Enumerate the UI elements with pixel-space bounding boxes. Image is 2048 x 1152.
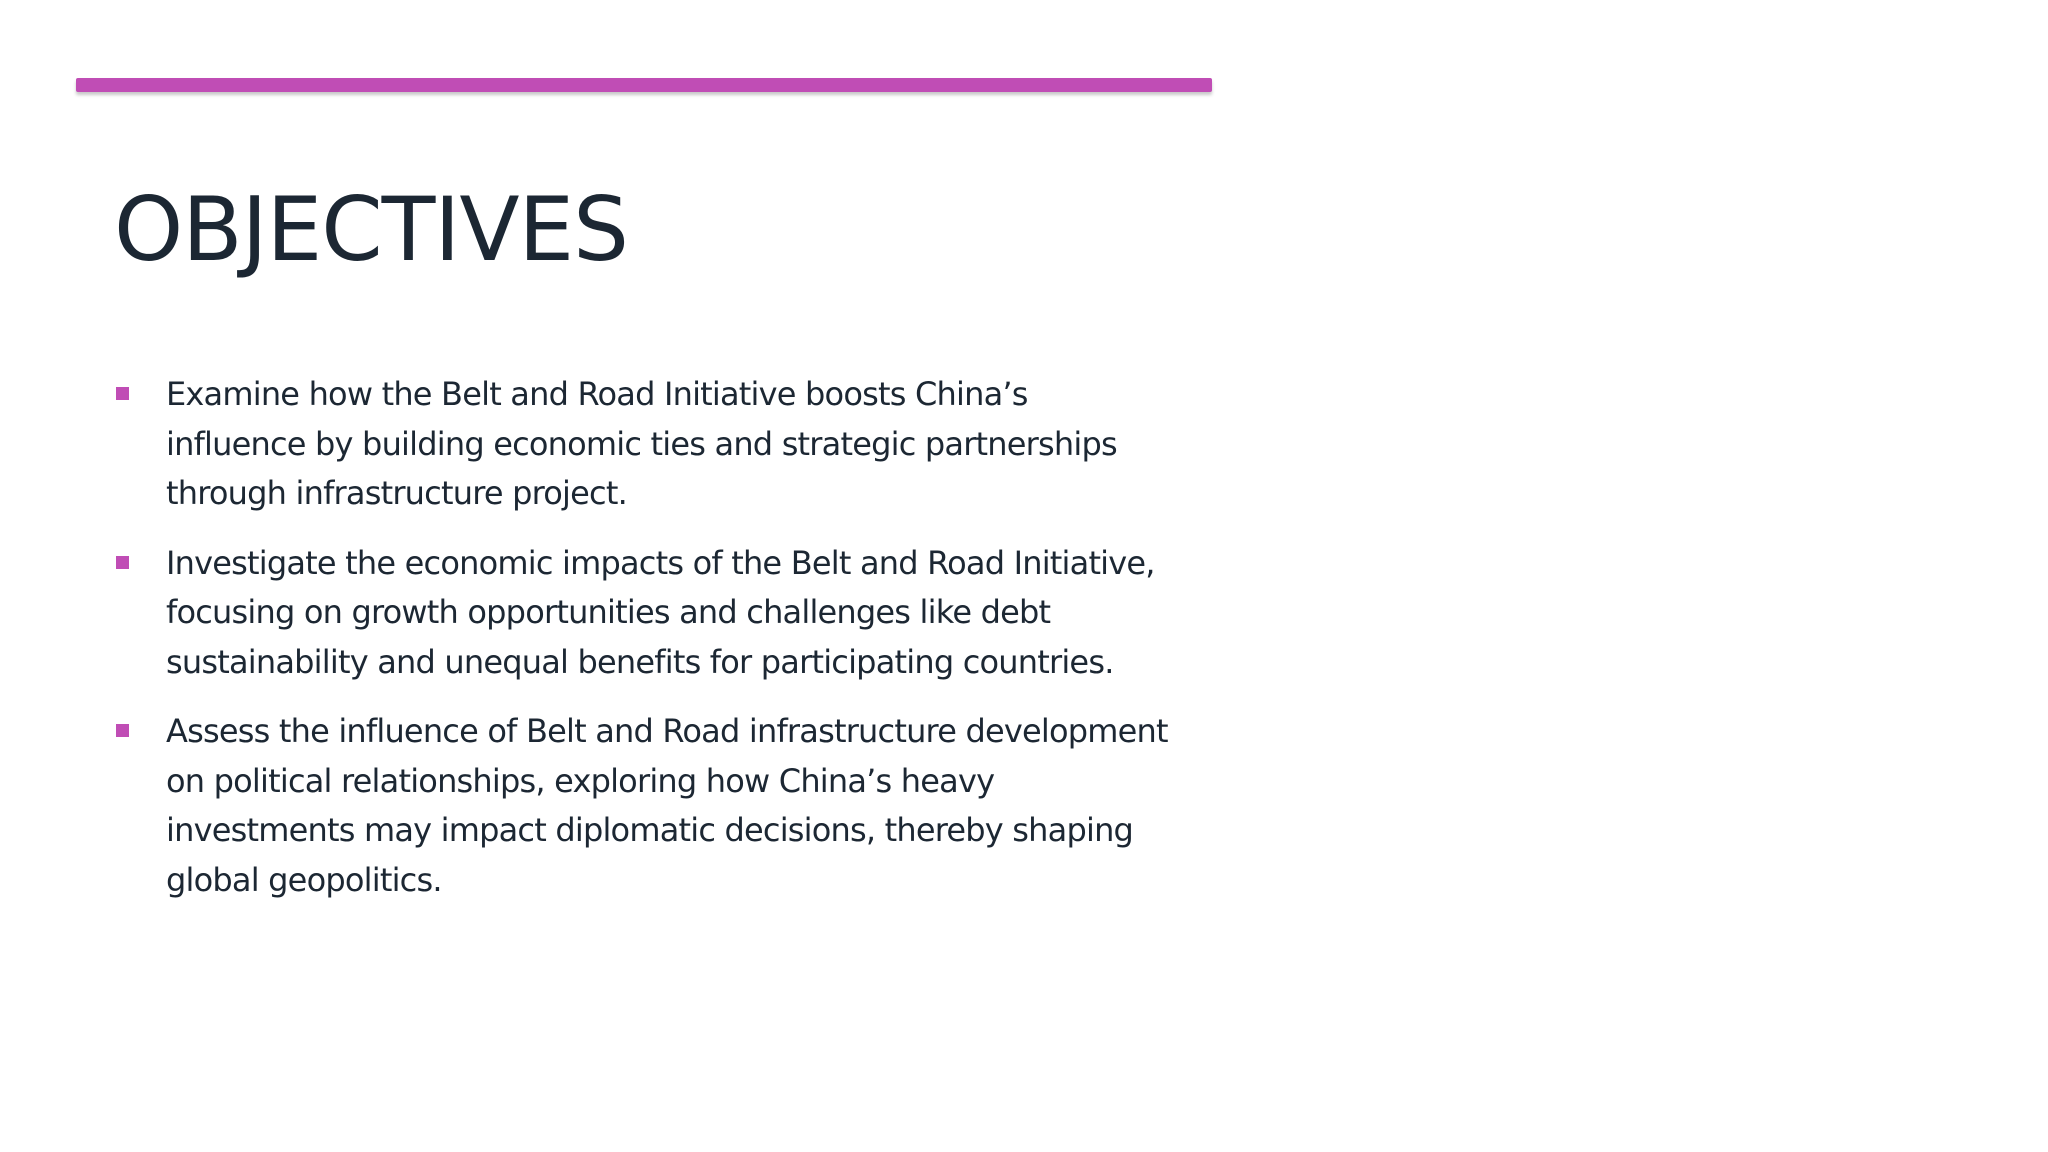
bullet-list: [116, 370, 1176, 925]
square-bullet-icon: [116, 556, 129, 569]
bullet-text: Assess the influence of Belt and Road infrastructure development on political relationships, exploring how China’s heavy investments may impact diplomatic decisions, thereby shaping global geopolitics.: [166, 712, 1168, 899]
square-bullet-icon: [116, 724, 129, 737]
slide-title: OBJECTIVES: [114, 178, 629, 281]
bullet-item: [116, 539, 1176, 688]
accent-bar: [76, 78, 1212, 92]
bullet-text: Investigate the economic impacts of the Belt and Road Initiative, focusing on growth opportunities and challenges like debt sustainability and unequal benefits for participating countries.: [166, 543, 1155, 681]
bullet-text: Examine how the Belt and Road Initiative boosts China’s influence by building economic ties and strategic partnerships through infrastructure project.: [166, 375, 1117, 512]
square-bullet-icon: [116, 387, 129, 400]
bullet-item: [116, 707, 1176, 905]
bullet-item: [116, 370, 1176, 519]
